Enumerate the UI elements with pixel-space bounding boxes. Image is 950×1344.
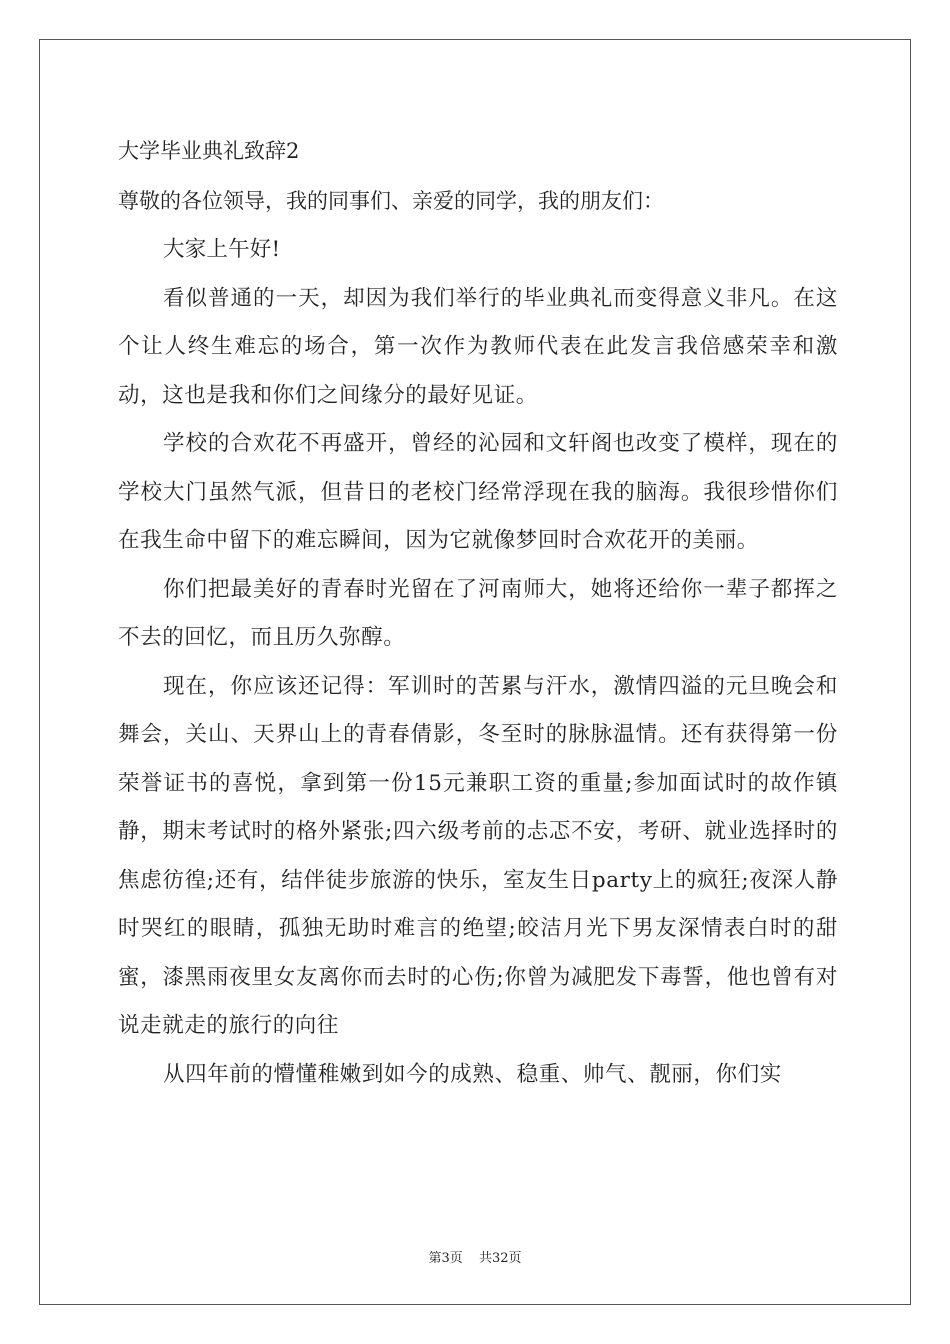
paragraph: 看似普通的一天，却因为我们举行的毕业典礼而变得意义非凡。在这个让人终生难忘的场合，第一次作为教师代表在此发言我倍感荣幸和激动，这也是我和你们之间缘分的最好见证。 [118, 285, 838, 408]
salutation: 尊敬的各位领导，我的同事们、亲爱的同学，我的朋友们： [118, 189, 664, 213]
paragraph: 学校的合欢花不再盛开，曾经的沁园和文轩阁也改变了模样，现在的学校大门虽然气派，但昔日的老校门经常浮现在我的脑海。我很珍惜你们在我生命中留下的难忘瞬间，因为它就像梦回时合欢花开的美丽。 [118, 431, 838, 553]
document-body [118, 126, 838, 1099]
paragraph: 现在，你应该还记得：军训时的苦累与汗水，激情四溢的元旦晚会和舞会，关山、天界山上的青春倩影，冬至时的脉脉温情。还有获得第一份荣誉证书的喜悦，拿到第一份15元兼职工资的重量;参加面试时的故作镇静，期末考试时的格外紧张;四六级考前的忐忑不安，考研、就业选择时的焦虑彷徨;还有，结伴徒步旅游的快乐，室友生日party上的疯狂;夜深人静时哭红的眼睛，孤独无助时难言的绝望;皎洁月光下男友深情表白时的甜蜜，漆黑雨夜里女友离你而去时的心伤;你曾为减肥发下毒誓，他也曾有对说走就走的旅行的向往 [118, 673, 838, 1038]
page-number: 第3页 [428, 1251, 463, 1266]
paragraph: 大家上午好! [163, 237, 281, 262]
page-total: 共32页 [478, 1251, 522, 1266]
page-footer [0, 1247, 950, 1266]
document-title: 大学毕业典礼致辞2 [118, 139, 300, 163]
paragraph: 从四年前的懵懂稚嫩到如今的成熟、稳重、帅气、靓丽，你们实 [163, 1061, 782, 1087]
paragraph: 你们把最美好的青春时光留在了河南师大，她将还给你一辈子都挥之不去的回忆，而且历久弥醇。 [118, 576, 838, 650]
